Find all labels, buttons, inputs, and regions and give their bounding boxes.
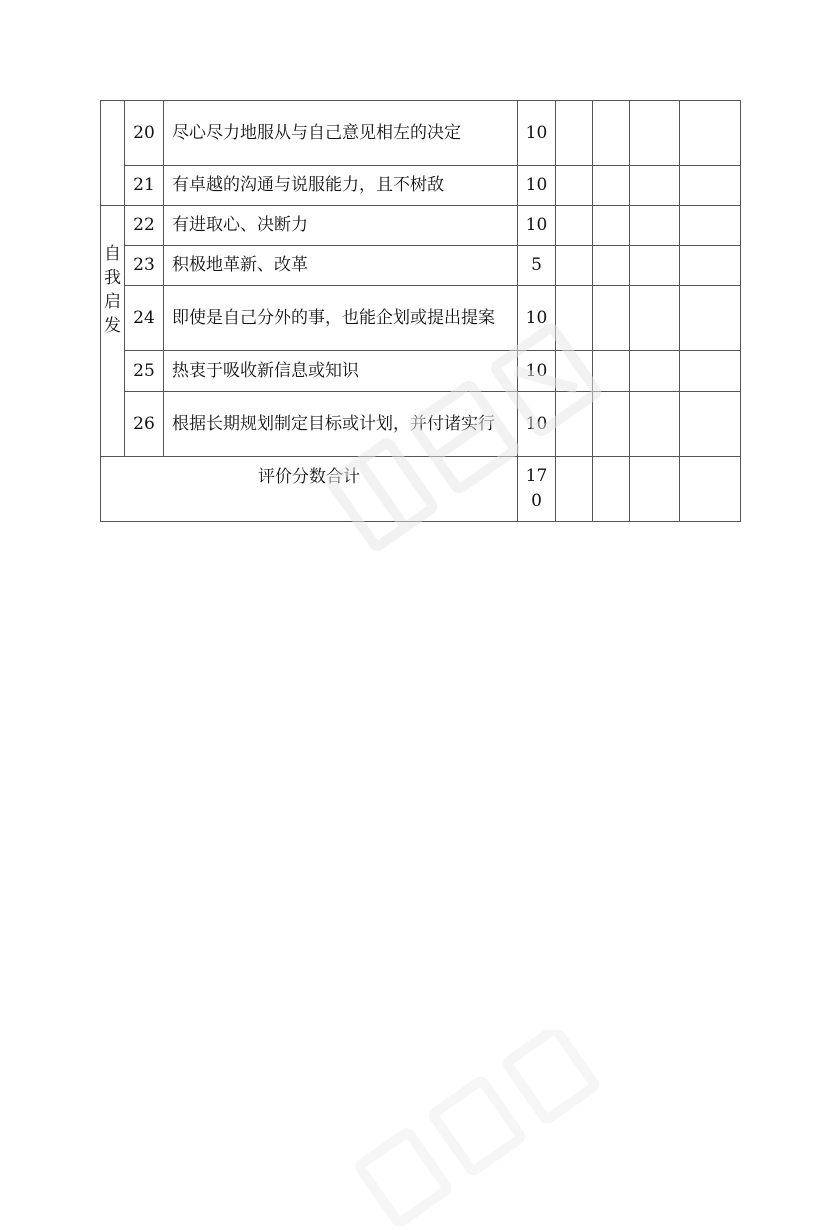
item-number: 26 xyxy=(125,392,164,457)
rating-cell xyxy=(680,101,741,166)
rating-cell xyxy=(630,246,680,286)
rating-cell xyxy=(556,101,593,166)
watermark-graphic xyxy=(330,1030,630,1230)
item-number: 21 xyxy=(125,166,164,206)
rating-cell xyxy=(593,286,630,351)
table-row xyxy=(101,206,741,246)
item-score: 10 xyxy=(518,286,556,351)
rating-cell xyxy=(680,351,741,392)
item-text: 积极地革新、改革 xyxy=(164,246,518,286)
rating-cell xyxy=(593,206,630,246)
rating-cell xyxy=(556,457,593,522)
rating-cell xyxy=(556,286,593,351)
rating-cell xyxy=(556,246,593,286)
rating-cell xyxy=(593,392,630,457)
rating-cell xyxy=(630,286,680,351)
rating-cell xyxy=(680,286,741,351)
category-cell xyxy=(101,206,125,457)
item-text: 即使是自己分外的事，也能企划或提出提案 xyxy=(164,286,518,351)
item-text: 热衷于吸收新信息或知识 xyxy=(164,351,518,392)
item-score: 10 xyxy=(518,351,556,392)
evaluation-table xyxy=(100,100,741,522)
item-text: 根据长期规划制定目标或计划，并付诸实行 xyxy=(164,392,518,457)
rating-cell xyxy=(680,457,741,522)
rating-cell xyxy=(593,246,630,286)
rating-cell xyxy=(630,392,680,457)
table-row xyxy=(101,101,741,166)
rating-cell xyxy=(630,101,680,166)
item-number: 24 xyxy=(125,286,164,351)
table-row xyxy=(101,286,741,351)
item-number: 22 xyxy=(125,206,164,246)
rating-cell xyxy=(556,206,593,246)
item-score: 5 xyxy=(518,246,556,286)
table-row xyxy=(101,166,741,206)
rating-cell xyxy=(556,166,593,206)
category-cell xyxy=(101,101,125,206)
rating-cell xyxy=(630,206,680,246)
total-score-cell xyxy=(518,457,556,522)
rating-cell xyxy=(593,351,630,392)
item-score: 10 xyxy=(518,166,556,206)
rating-cell xyxy=(680,246,741,286)
total-row xyxy=(101,457,741,522)
table-row xyxy=(101,351,741,392)
rating-cell xyxy=(630,166,680,206)
rating-cell xyxy=(680,392,741,457)
category-label: 自我启发 xyxy=(104,244,121,336)
rating-cell xyxy=(680,206,741,246)
rating-cell xyxy=(680,166,741,206)
item-text: 有卓越的沟通与说服能力，且不树敌 xyxy=(164,166,518,206)
table-row xyxy=(101,246,741,286)
item-score: 10 xyxy=(518,101,556,166)
item-text: 尽心尽力地服从与自己意见相左的决定 xyxy=(164,101,518,166)
rating-cell xyxy=(593,457,630,522)
item-score: 10 xyxy=(518,206,556,246)
item-score: 10 xyxy=(518,392,556,457)
rating-cell xyxy=(593,101,630,166)
rating-cell xyxy=(556,392,593,457)
table-row xyxy=(101,392,741,457)
item-text: 有进取心、决断力 xyxy=(164,206,518,246)
item-number: 20 xyxy=(125,101,164,166)
rating-cell xyxy=(556,351,593,392)
total-score: 170 xyxy=(525,466,548,511)
item-number: 23 xyxy=(125,246,164,286)
total-label: 评价分数合计 xyxy=(101,457,518,522)
rating-cell xyxy=(630,351,680,392)
rating-cell xyxy=(630,457,680,522)
rating-cell xyxy=(593,166,630,206)
item-number: 25 xyxy=(125,351,164,392)
